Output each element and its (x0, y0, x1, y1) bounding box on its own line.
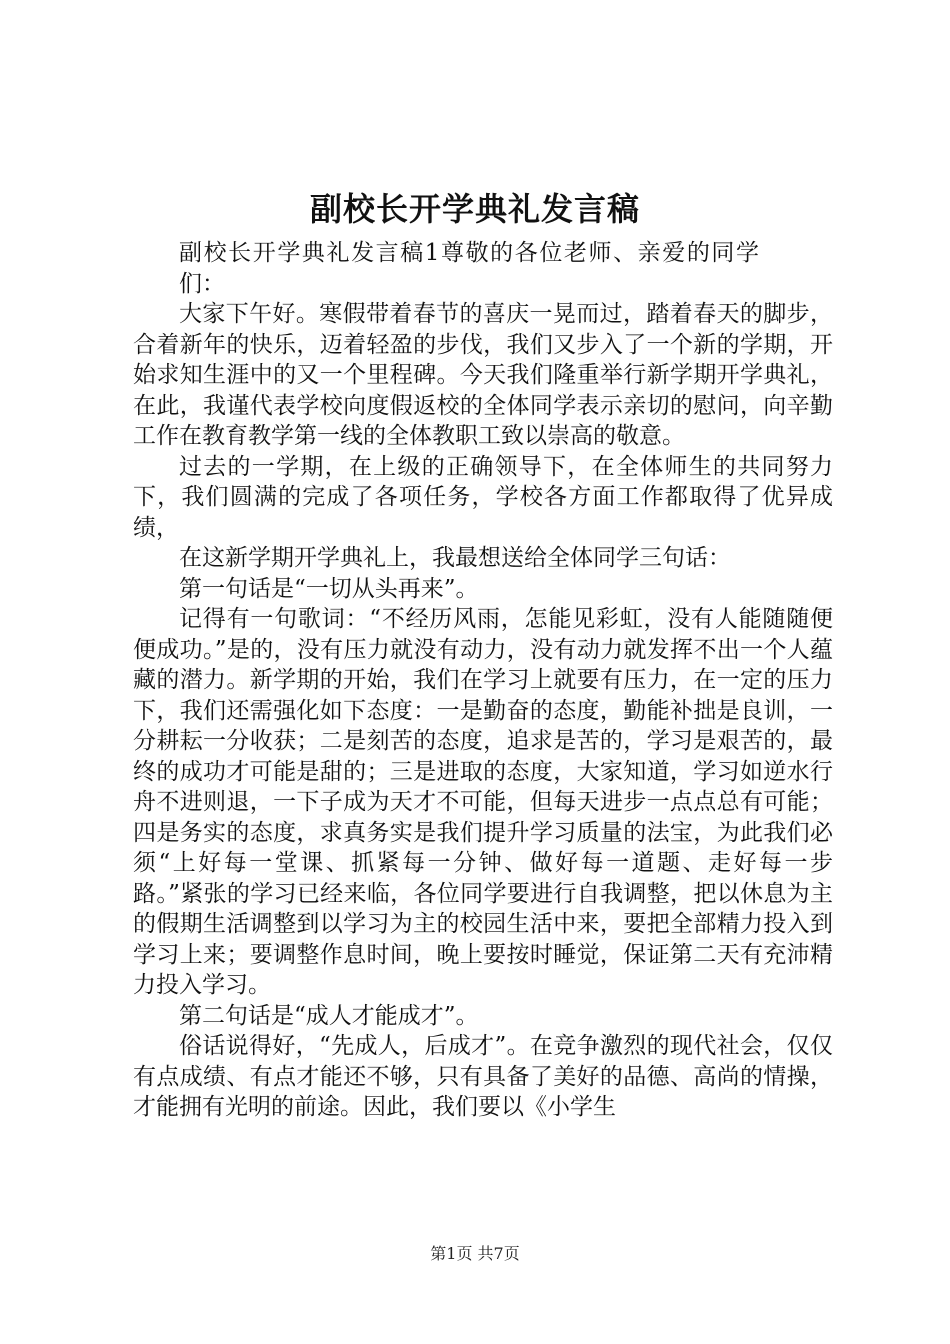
paragraph-3: 在这新学期开学典礼上，我最想送给全体同学三句话： (179, 545, 731, 571)
intro-paragraph: 副校长开学典礼发言稿1尊敬的各位老师、亲爱的同学们： (179, 240, 759, 297)
paragraph-7: 俗话说得好，“先成人，后成才”。在竞争激烈的现代社会，仅仅有点成绩、有点才能还不够，只有具备了美好的品德、高尚的情操，才能拥有光明的前途。因此，我们要以《小学生 (133, 1033, 833, 1120)
page-number: 第1页 共7页 (430, 1244, 520, 1263)
document-title: 副校长开学典礼发言稿 (309, 190, 640, 228)
paragraph-2: 过去的一学期，在上级的正确领导下，在全体师生的共同努力下，我们圆满的完成了各项任务，学校各方面工作都取得了优异成绩， (133, 453, 833, 541)
paragraph-4: 第一句话是“一切从头再来”。 (179, 575, 479, 602)
document-body (133, 238, 833, 1123)
paragraph-5: 记得有一句歌词：“不经历风雨，怎能见彩虹，没有人能随随便便成功。”是的，没有压力就没有动力，没有动力就发挥不出一个人蕴藏的潜力。新学期的开始，我们在学习上就要有压力，在一定的压力下，我们还需强化如下态度：一是勤奋的态度，勤能补拙是良训，一分耕耘一分收获；二是刻苦的态度，追求是苦的，学习是艰苦的，最终的成功才可能是甜的；三是进取的态度，大家知道，学习如逆水行舟不进则退，一下子成为天才不可能，但每天进步一点点总有可能；四是务实的态度，求真务实是我们提升学习质量的法宝，为此我们必须“上好每一堂课、抓紧每一分钟、做好每一道题、走好每一步路。”紧张的学习已经来临，各位同学要进行自我调整，把以休息为主的假期生活调整到以学习为主的校园生活中来，要把全部精力投入到学习上来；要调整作息时间，晚上要按时睡觉，保证第二天有充沛精力投入学习。 (133, 606, 833, 998)
paragraph-6: 第二句话是“成人才能成才”。 (179, 1002, 479, 1029)
paragraph-1: 大家下午好。寒假带着春节的喜庆一晃而过，踏着春天的脚步，合着新年的快乐，迈着轻盈的步伐，我们又步入了一个新的学期，开始求知生涯中的又一个里程碑。今天我们隆重举行新学期开学典礼，在此，我谨代表学校向度假返校的全体同学表示亲切的慰问，向辛勤工作在教育教学第一线的全体教职工致以崇高的敬意。 (133, 301, 833, 449)
